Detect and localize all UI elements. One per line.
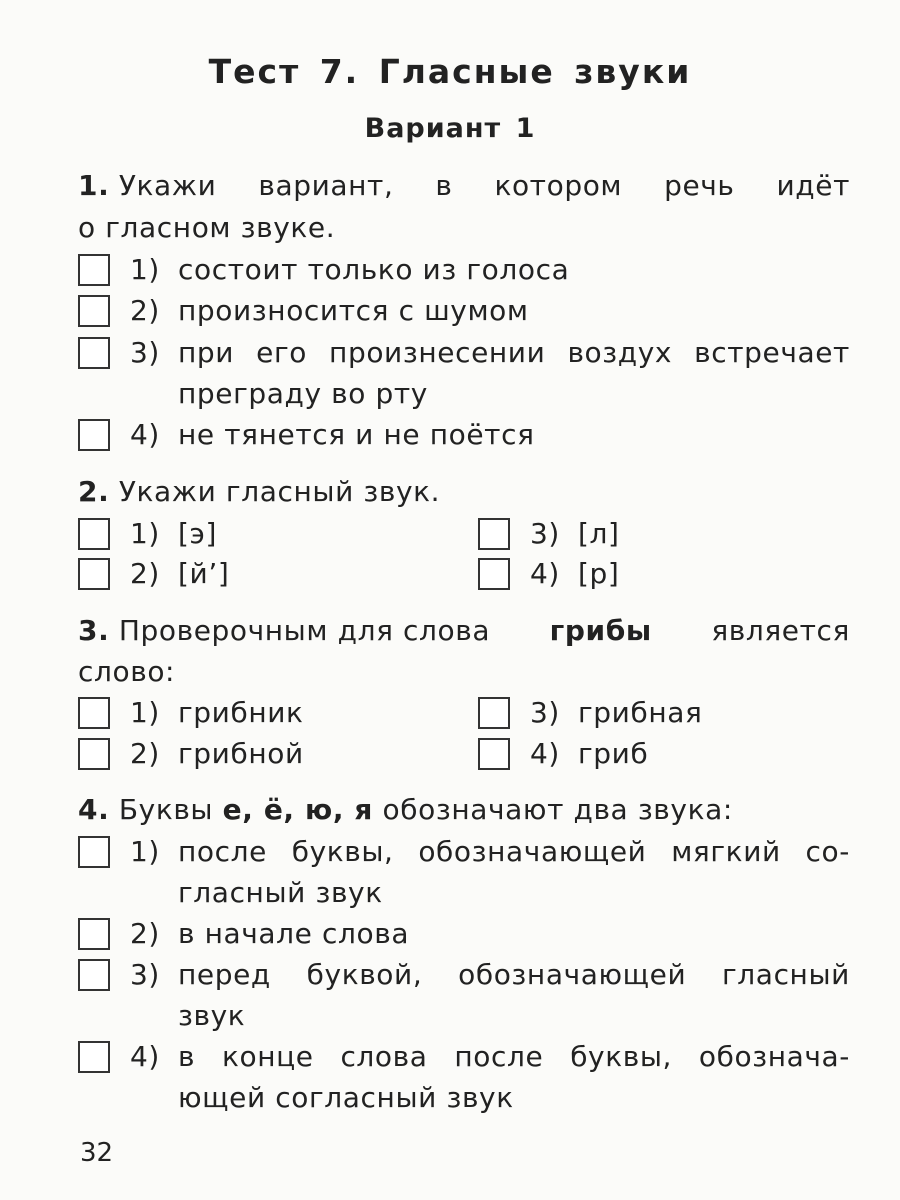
page-number: 32 [80, 1138, 114, 1168]
q2-option-2[interactable]: 2) [й’] [78, 554, 229, 594]
answer-checkbox[interactable] [478, 738, 510, 770]
answer-checkbox[interactable] [78, 518, 110, 550]
answer-checkbox[interactable] [78, 295, 110, 327]
answer-checkbox[interactable] [78, 836, 110, 868]
q4-option-3[interactable]: 3) перед буквой, обозначающей гласный [78, 955, 850, 995]
answer-checkbox[interactable] [78, 1041, 110, 1073]
variant-heading: Вариант 1 [364, 113, 536, 144]
q1-option-4[interactable]: 4) не тянется и не поётся [78, 415, 535, 455]
q3-option-4[interactable]: 4) гриб [478, 734, 648, 774]
q4-option-2[interactable]: 2) в начале слова [78, 914, 409, 954]
q2-option-3[interactable]: 3) [л] [478, 514, 620, 554]
answer-checkbox[interactable] [78, 959, 110, 991]
q3-bold-word: грибы [549, 614, 652, 647]
q1-number: 1. [78, 169, 110, 202]
q4-option-1-line1: после буквы, обозначающей мягкий со- [178, 835, 850, 868]
q4-option-3-line2: звук [178, 999, 246, 1032]
q4-option-4-line2: ющей согласный звук [178, 1081, 514, 1114]
q1-option-3-line2: преграду во рту [178, 377, 428, 410]
q4-option-4[interactable]: 4) в конце слова после буквы, обознача- [78, 1037, 850, 1077]
q4-text: 4. Буквы е, ё, ю, я обозначают два звука: [78, 793, 733, 826]
q1-option-2[interactable]: 2) произносится с шумом [78, 291, 529, 331]
answer-checkbox[interactable] [478, 697, 510, 729]
page-title: Тест 7. Гласные звуки [208, 52, 692, 91]
q3-option-1[interactable]: 1) грибник [78, 693, 304, 733]
answer-checkbox[interactable] [78, 697, 110, 729]
q1-option-3[interactable]: 3) при его произнесении воздух встречает [78, 333, 850, 373]
q1-option-3-line1: при его произнесении воздух встречает [178, 336, 850, 369]
q1-option-1[interactable]: 1) состоит только из голоса [78, 250, 569, 290]
q2-text: 2. Укажи гласный звук. [78, 475, 441, 508]
q4-number: 4. [78, 793, 110, 826]
q3-number: 3. [78, 614, 110, 647]
q2-option-4[interactable]: 4) [р] [478, 554, 619, 594]
answer-checkbox[interactable] [78, 337, 110, 369]
q3-option-2[interactable]: 2) грибной [78, 734, 304, 774]
q2-option-1[interactable]: 1) [э] [78, 514, 217, 554]
answer-checkbox[interactable] [78, 918, 110, 950]
q1-text-line1: 1. Укажи вариант, в котором речь идёт [78, 169, 850, 202]
answer-checkbox[interactable] [478, 518, 510, 550]
q4-option-1[interactable]: 1) после буквы, обозначающей мягкий со- [78, 832, 850, 872]
answer-checkbox[interactable] [78, 738, 110, 770]
q4-option-4-line1: в конце слова после буквы, обознача- [178, 1040, 850, 1073]
answer-checkbox[interactable] [478, 558, 510, 590]
q1-text-line2: о гласном звуке. [78, 211, 336, 244]
answer-checkbox[interactable] [78, 558, 110, 590]
q4-option-3-line1: перед буквой, обозначающей гласный [178, 958, 850, 991]
q3-text-line1: 3. Проверочным для слова грибы является [78, 611, 850, 651]
q2-number: 2. [78, 475, 110, 508]
answer-checkbox[interactable] [78, 254, 110, 286]
answer-checkbox[interactable] [78, 419, 110, 451]
q3-text-line2: слово: [78, 655, 176, 688]
q3-option-3[interactable]: 3) грибная [478, 693, 702, 733]
q4-bold-letters: е, ё, ю, я [222, 793, 374, 826]
q4-option-1-line2: гласный звук [178, 876, 383, 909]
